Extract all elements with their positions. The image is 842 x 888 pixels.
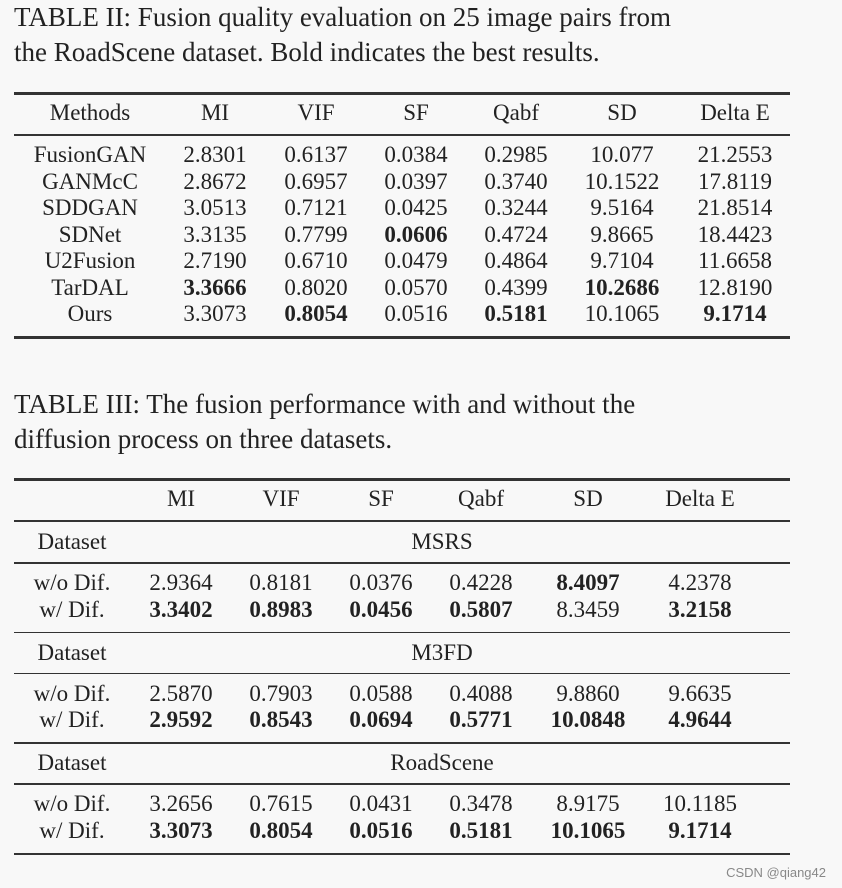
table-cell: 3.0513 [183,195,247,220]
table-cell: 0.0425 [384,195,448,220]
table-cell: 10.1065 [550,817,626,843]
table-cell: 10.1522 [584,168,660,194]
table-cell: 0.0588 [349,680,413,706]
table-cell: 2.8301 [183,142,247,167]
table-cell: 10.0848 [550,707,626,732]
group-rule [14,783,790,785]
table-cell: 4.9644 [668,707,732,732]
table-cell: 8.4097 [556,570,620,595]
table-cell: 12.8190 [697,274,773,300]
table-cell: 0.7799 [284,221,348,247]
method-name: Ours [67,301,113,326]
bottom-rule [14,853,790,856]
table-cell: 2.7190 [183,248,247,273]
table-cell: 0.7615 [249,791,313,816]
table-cell: 0.0570 [384,274,448,300]
table-cell: 2.9592 [149,707,213,732]
table-cell: 11.6658 [698,248,772,273]
column-header: Qabf [458,486,504,511]
table-cell: 3.3073 [183,301,247,326]
table-cell: 10.077 [590,142,654,167]
table-cell: 21.2553 [697,142,773,167]
table-cell: 0.7903 [249,680,313,706]
row-label: w/ Dif. [39,817,105,843]
table-cell: 0.4399 [484,274,548,300]
method-name: FusionGAN [33,142,147,167]
top-rule [14,92,790,95]
header-rule [14,134,790,136]
table-cell: 9.8860 [556,680,620,706]
group-rule [14,632,790,634]
table-cell: 9.8665 [590,221,654,247]
table-cell: 0.0456 [349,596,413,622]
table-cell: 0.6137 [284,142,348,167]
table-cell: 0.8543 [249,707,313,732]
column-header: Qabf [493,100,539,125]
row-label: w/ Dif. [39,596,105,622]
method-name: SDDGAN [42,195,138,220]
table2-caption-line1: TABLE II: Fusion quality evaluation on 25 image pairs from [14,2,671,32]
column-header: SF [403,100,429,125]
table-cell: 0.8054 [249,817,313,843]
table-cell: 0.8020 [284,274,348,300]
top-rule [14,478,790,481]
table-cell: 0.0384 [384,142,448,167]
column-header: MI [166,486,196,511]
column-header: SD [573,486,603,511]
table-cell: 10.2686 [584,274,660,300]
table-cell: 21.8514 [697,195,773,220]
column-header: SD [607,100,637,125]
table-cell: 0.4228 [449,570,513,595]
table-cell: 10.1065 [584,301,660,326]
method-name: TarDAL [51,274,129,300]
table-cell: 2.8672 [183,168,247,194]
table-cell: 0.0516 [349,817,413,843]
table-cell: 0.5181 [484,301,548,326]
table-cell: 0.3244 [484,195,548,220]
table-cell: 17.8119 [698,168,772,194]
group-rule [14,562,790,564]
table-cell: 0.6957 [284,168,348,194]
table-cell: 0.0431 [349,791,413,816]
table-cell: 0.0516 [384,301,448,326]
table-cell: 0.7121 [284,195,348,220]
table-cell: 9.1714 [703,301,767,326]
column-header: MI [200,100,230,125]
table-cell: 0.0376 [349,570,413,595]
column-header: Delta E [700,100,770,125]
table-cell: 0.4088 [449,680,513,706]
method-name: GANMcC [42,168,138,194]
table-cell: 0.8983 [249,596,313,622]
watermark: CSDN @qiang42 [726,865,826,880]
table-cell: 9.1714 [668,817,732,843]
dataset-name: MSRS [411,529,473,554]
table-cell: 9.7104 [590,248,654,273]
table-cell: 0.8181 [249,570,313,595]
method-name: SDNet [58,221,122,247]
table-cell: 3.2656 [149,791,213,816]
group-rule [14,742,790,744]
table-cell: 0.8054 [284,301,348,326]
bottom-rule [14,336,790,339]
table-cell: 0.3478 [449,791,513,816]
table-cell: 3.2158 [668,596,732,622]
table-cell: 0.5807 [449,596,513,622]
row-label: w/o Dif. [33,680,111,706]
column-header: SF [368,486,394,511]
table-cell: 0.4724 [484,221,548,247]
table-cell: 3.3073 [149,817,213,843]
table-cell: 2.5870 [149,680,213,706]
column-header: VIF [262,486,300,511]
column-header: Delta E [665,486,735,511]
table-cell: 0.0397 [384,168,448,194]
table2-caption-line2: the RoadScene dataset. Bold indicates the best results. [14,37,600,67]
table-cell: 0.6710 [284,248,348,273]
table2-caption [14,0,758,70]
table-cell: 3.3666 [183,274,247,300]
row-label: w/o Dif. [33,570,111,595]
dataset-label: Dataset [37,750,107,775]
table-cell: 10.1185 [663,791,737,816]
table3-caption-line2: diffusion process on three datasets. [14,424,393,454]
table3-caption-line1: TABLE III: The fusion performance with and without the [14,389,636,419]
dataset-label: Dataset [37,529,107,554]
table-cell: 3.3402 [149,596,213,622]
method-name: U2Fusion [44,248,136,273]
table-cell: 0.0479 [384,248,448,273]
dataset-name: RoadScene [390,750,494,775]
table-cell: 18.4423 [697,221,773,247]
table-cell: 3.3135 [183,221,247,247]
dataset-label: Dataset [37,639,107,665]
table-cell: 0.0694 [349,707,413,732]
dataset-name: M3FD [411,639,473,665]
table3-caption [14,387,758,457]
table-cell: 0.5181 [449,817,513,843]
table-cell: 0.3740 [484,168,548,194]
table-cell: 9.6635 [668,680,732,706]
table-cell: 8.3459 [556,596,620,622]
table-cell: 0.5771 [449,707,513,732]
column-header: VIF [297,100,335,125]
table-cell: 0.0606 [384,221,448,247]
column-header: Methods [49,100,131,125]
table-cell: 9.5164 [590,195,654,220]
table-cell: 8.9175 [556,791,620,816]
table-cell: 4.2378 [668,570,732,595]
header-rule [14,520,790,522]
table-cell: 2.9364 [149,570,213,595]
group-rule [14,673,790,675]
table-cell: 0.4864 [484,248,548,273]
row-label: w/ Dif. [39,707,105,732]
row-label: w/o Dif. [33,791,111,816]
table-cell: 0.2985 [484,142,548,167]
